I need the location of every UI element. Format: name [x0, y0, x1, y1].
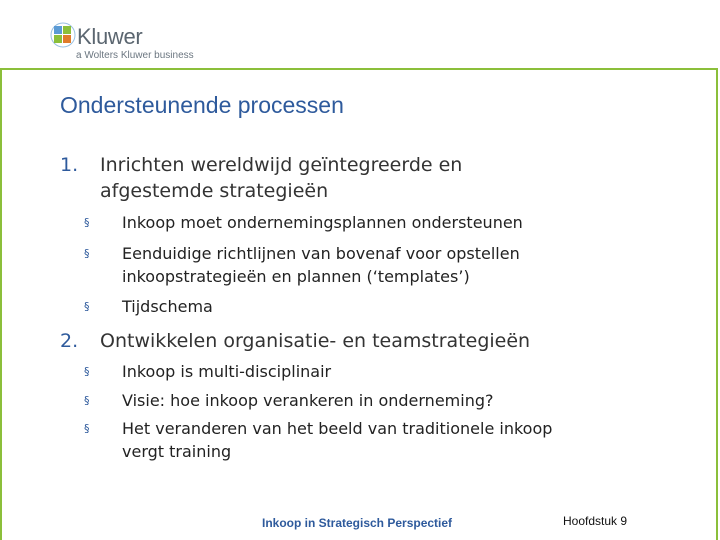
- sub-bullet-text: Inkoop is multi-disciplinair: [122, 362, 332, 381]
- slide-frame: [0, 68, 718, 540]
- square-bullet-icon: §: [84, 365, 90, 378]
- sub-bullet-text: Eenduidige richtlijnen van bovenaf voor opstellen: [122, 244, 520, 263]
- sub-bullet-text: Inkoop moet ondernemingsplannen ondersteunen: [122, 213, 523, 232]
- sub-bullet-text: Visie: hoe inkoop verankeren in onderneming?: [122, 391, 494, 410]
- square-bullet-icon: §: [84, 300, 90, 313]
- square-bullet-icon: §: [84, 394, 90, 407]
- item-number: 1.: [60, 154, 79, 176]
- square-bullet-icon: §: [84, 422, 90, 435]
- item-text-line: Ontwikkelen organisatie- en teamstrategieën: [100, 330, 531, 352]
- logo-name: Kluwer: [77, 24, 143, 49]
- square-bullet-icon: §: [84, 247, 90, 260]
- slide-title: Ondersteunende processen: [60, 92, 344, 118]
- sub-bullet-text: vergt training: [122, 442, 232, 461]
- sub-bullet-text: Tijdschema: [122, 297, 213, 316]
- logo-tagline: a Wolters Kluwer business: [76, 50, 194, 61]
- kluwer-logo: [50, 20, 230, 64]
- footer-chapter: Hoofdstuk 9: [563, 514, 628, 528]
- item-text-line: Inrichten wereldwijd geïntegreerde en: [100, 154, 463, 176]
- sub-bullet-text: Het veranderen van het beeld van traditionele inkoop: [122, 419, 553, 438]
- footer-book-title: Inkoop in Strategisch Perspectief: [262, 516, 453, 530]
- item-number: 2.: [60, 330, 79, 352]
- sub-bullet-text: inkoopstrategieën en plannen (‘templates’): [122, 267, 470, 286]
- globe-icon: [50, 22, 76, 48]
- item-text-line: afgestemde strategieën: [100, 180, 329, 202]
- square-bullet-icon: §: [84, 216, 90, 229]
